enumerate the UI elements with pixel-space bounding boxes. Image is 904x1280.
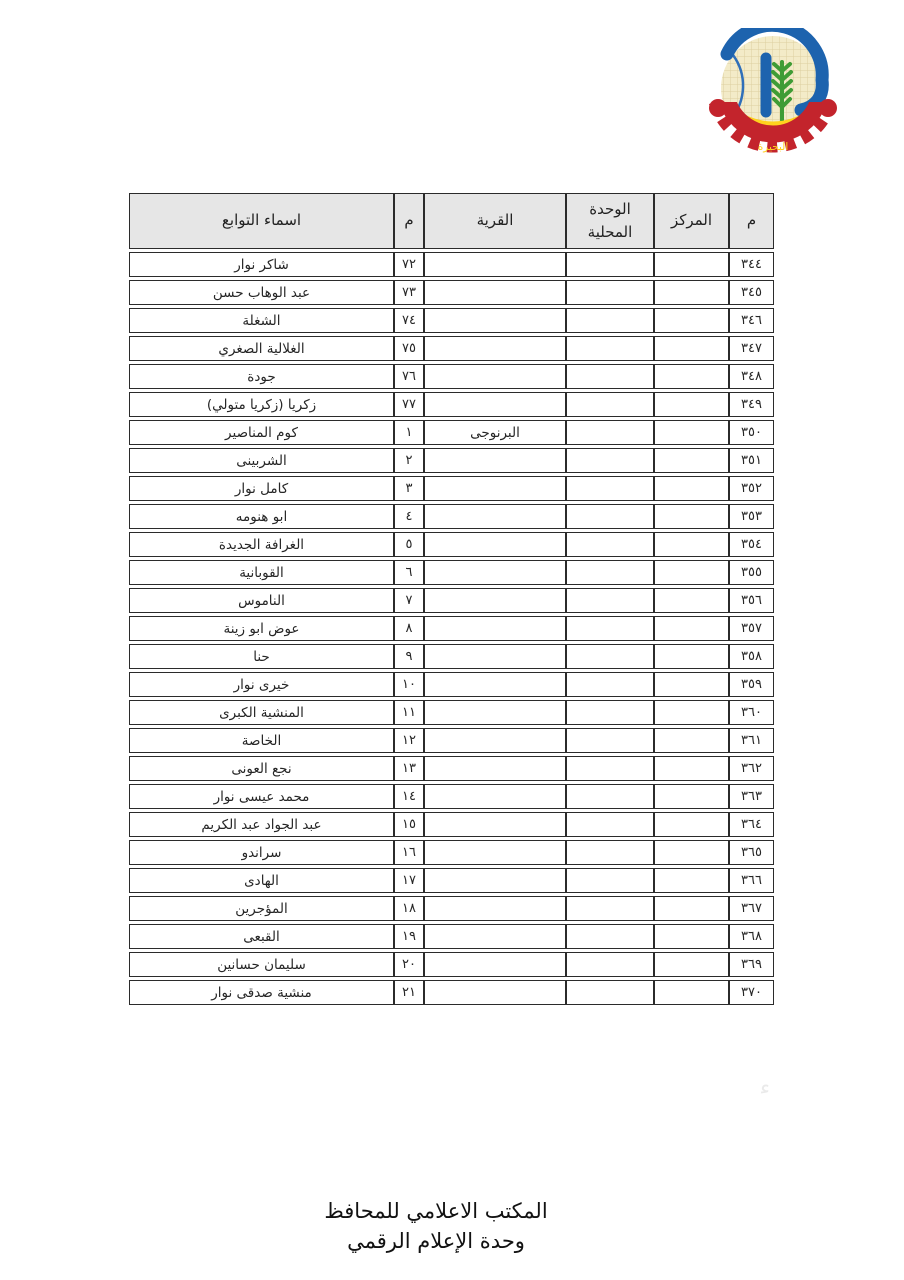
header-affiliate-names: اسماء التوابع bbox=[129, 193, 394, 249]
logo-graphic bbox=[688, 28, 858, 168]
cell-markaz bbox=[654, 644, 729, 669]
cell-markaz bbox=[654, 420, 729, 445]
cell-markaz bbox=[654, 532, 729, 557]
cell-village bbox=[424, 700, 566, 725]
cell-local-unit bbox=[566, 336, 654, 361]
cell-markaz bbox=[654, 588, 729, 613]
cell-markaz bbox=[654, 560, 729, 585]
header-sub-serial: م bbox=[394, 193, 424, 249]
table-row bbox=[129, 644, 774, 669]
cell-local-unit bbox=[566, 588, 654, 613]
cell-markaz bbox=[654, 840, 729, 865]
cell-serial: ٣٥٢ bbox=[729, 476, 774, 501]
cell-village bbox=[424, 896, 566, 921]
cell-village bbox=[424, 336, 566, 361]
cell-village bbox=[424, 728, 566, 753]
table-row bbox=[129, 280, 774, 305]
cell-sub-serial: ٩ bbox=[394, 644, 424, 669]
cell-village bbox=[424, 840, 566, 865]
cell-serial: ٣٦١ bbox=[729, 728, 774, 753]
cell-serial: ٣٦٠ bbox=[729, 700, 774, 725]
cell-village bbox=[424, 672, 566, 697]
cell-serial: ٣٦٦ bbox=[729, 868, 774, 893]
table-row bbox=[129, 392, 774, 417]
stray-mark: ء bbox=[757, 1075, 773, 1102]
cell-markaz bbox=[654, 476, 729, 501]
cell-local-unit bbox=[566, 980, 654, 1005]
cell-sub-serial: ٣ bbox=[394, 476, 424, 501]
cell-local-unit bbox=[566, 392, 654, 417]
cell-markaz bbox=[654, 336, 729, 361]
table-row bbox=[129, 980, 774, 1005]
cell-local-unit bbox=[566, 504, 654, 529]
cell-village bbox=[424, 392, 566, 417]
cell-markaz bbox=[654, 980, 729, 1005]
cell-sub-serial: ٢٠ bbox=[394, 952, 424, 977]
table-row bbox=[129, 868, 774, 893]
cell-serial: ٣٥١ bbox=[729, 448, 774, 473]
cell-sub-serial: ٧٧ bbox=[394, 392, 424, 417]
cell-sub-serial: ١٧ bbox=[394, 868, 424, 893]
beheira-governorate-logo bbox=[688, 28, 858, 168]
header-serial: م bbox=[729, 193, 774, 249]
cell-serial: ٣٥٠ bbox=[729, 420, 774, 445]
cell-village bbox=[424, 756, 566, 781]
cell-sub-serial: ٤ bbox=[394, 504, 424, 529]
table-row bbox=[129, 308, 774, 333]
cell-sub-serial: ١٢ bbox=[394, 728, 424, 753]
cell-serial: ٣٥٨ bbox=[729, 644, 774, 669]
cell-affiliate-name: القبعى bbox=[129, 924, 394, 949]
cell-affiliate-name: سليمان حسانين bbox=[129, 952, 394, 977]
cell-village bbox=[424, 924, 566, 949]
cell-sub-serial: ١٣ bbox=[394, 756, 424, 781]
cell-sub-serial: ٨ bbox=[394, 616, 424, 641]
cell-local-unit bbox=[566, 448, 654, 473]
table-row bbox=[129, 448, 774, 473]
cell-sub-serial: ٧٢ bbox=[394, 252, 424, 277]
cell-sub-serial: ٧٦ bbox=[394, 364, 424, 389]
table-row bbox=[129, 756, 774, 781]
cell-local-unit bbox=[566, 532, 654, 557]
cell-sub-serial: ١ bbox=[394, 420, 424, 445]
cell-local-unit bbox=[566, 616, 654, 641]
cell-sub-serial: ١٩ bbox=[394, 924, 424, 949]
cell-local-unit bbox=[566, 896, 654, 921]
cell-local-unit bbox=[566, 924, 654, 949]
cell-markaz bbox=[654, 280, 729, 305]
table-row bbox=[129, 784, 774, 809]
cell-sub-serial: ١٤ bbox=[394, 784, 424, 809]
cell-markaz bbox=[654, 308, 729, 333]
header-markaz: المركز bbox=[654, 193, 729, 249]
cell-affiliate-name: عبد الوهاب حسن bbox=[129, 280, 394, 305]
cell-affiliate-name: عبد الجواد عبد الكريم bbox=[129, 812, 394, 837]
cell-sub-serial: ١٦ bbox=[394, 840, 424, 865]
cell-affiliate-name: خيرى نوار bbox=[129, 672, 394, 697]
cell-affiliate-name: سراندو bbox=[129, 840, 394, 865]
cell-local-unit bbox=[566, 868, 654, 893]
table-body bbox=[129, 252, 774, 1005]
cell-markaz bbox=[654, 896, 729, 921]
cell-markaz bbox=[654, 672, 729, 697]
table-row bbox=[129, 560, 774, 585]
cell-sub-serial: ١١ bbox=[394, 700, 424, 725]
cell-markaz bbox=[654, 784, 729, 809]
cell-markaz bbox=[654, 252, 729, 277]
cell-village bbox=[424, 868, 566, 893]
table-row bbox=[129, 700, 774, 725]
cell-local-unit bbox=[566, 280, 654, 305]
cell-village bbox=[424, 952, 566, 977]
cell-affiliate-name: الشغلة bbox=[129, 308, 394, 333]
cell-serial: ٣٥٩ bbox=[729, 672, 774, 697]
cell-markaz bbox=[654, 504, 729, 529]
cell-serial: ٣٧٠ bbox=[729, 980, 774, 1005]
header-row bbox=[129, 193, 774, 249]
page-footer bbox=[0, 1196, 872, 1256]
cell-affiliate-name: محمد عيسى نوار bbox=[129, 784, 394, 809]
cell-affiliate-name: زكريا (زكريا متولي) bbox=[129, 392, 394, 417]
footer-line-1: المكتب الاعلامي للمحافظ bbox=[324, 1199, 548, 1223]
cell-affiliate-name: الناموس bbox=[129, 588, 394, 613]
cell-sub-serial: ١٥ bbox=[394, 812, 424, 837]
cell-village bbox=[424, 532, 566, 557]
cell-local-unit bbox=[566, 840, 654, 865]
logo-title-text: البحيرة bbox=[757, 141, 789, 153]
cell-local-unit bbox=[566, 644, 654, 669]
cell-village bbox=[424, 476, 566, 501]
cell-serial: ٣٦٢ bbox=[729, 756, 774, 781]
cell-affiliate-name: الشربينى bbox=[129, 448, 394, 473]
table-row bbox=[129, 504, 774, 529]
cell-markaz bbox=[654, 728, 729, 753]
cell-serial: ٣٥٦ bbox=[729, 588, 774, 613]
cell-serial: ٣٤٩ bbox=[729, 392, 774, 417]
cell-local-unit bbox=[566, 812, 654, 837]
table-row bbox=[129, 588, 774, 613]
cell-markaz bbox=[654, 392, 729, 417]
cell-affiliate-name: نجع العونى bbox=[129, 756, 394, 781]
cell-affiliate-name: كامل نوار bbox=[129, 476, 394, 501]
table-row bbox=[129, 952, 774, 977]
table-row bbox=[129, 616, 774, 641]
cell-sub-serial: ٧٣ bbox=[394, 280, 424, 305]
cell-serial: ٣٦٧ bbox=[729, 896, 774, 921]
cell-local-unit bbox=[566, 756, 654, 781]
cell-local-unit bbox=[566, 672, 654, 697]
cell-local-unit bbox=[566, 252, 654, 277]
cell-village bbox=[424, 588, 566, 613]
cell-local-unit bbox=[566, 784, 654, 809]
table-row bbox=[129, 672, 774, 697]
cell-local-unit bbox=[566, 364, 654, 389]
table-row bbox=[129, 532, 774, 557]
cell-affiliate-name: ابو هنومه bbox=[129, 504, 394, 529]
cell-village bbox=[424, 644, 566, 669]
cell-local-unit bbox=[566, 476, 654, 501]
footer-line-2: وحدة الإعلام الرقمي bbox=[347, 1229, 525, 1253]
cell-serial: ٣٤٦ bbox=[729, 308, 774, 333]
cell-village bbox=[424, 280, 566, 305]
cell-markaz bbox=[654, 448, 729, 473]
cell-serial: ٣٦٨ bbox=[729, 924, 774, 949]
cell-serial: ٣٦٤ bbox=[729, 812, 774, 837]
cell-serial: ٣٦٣ bbox=[729, 784, 774, 809]
cell-sub-serial: ١٨ bbox=[394, 896, 424, 921]
cell-sub-serial: ٥ bbox=[394, 532, 424, 557]
cell-serial: ٣٥٧ bbox=[729, 616, 774, 641]
cell-affiliate-name: الخاصة bbox=[129, 728, 394, 753]
cell-markaz bbox=[654, 812, 729, 837]
cell-village bbox=[424, 784, 566, 809]
cell-affiliate-name: عوض ابو زينة bbox=[129, 616, 394, 641]
cell-markaz bbox=[654, 868, 729, 893]
cell-affiliate-name: شاكر نوار bbox=[129, 252, 394, 277]
cell-sub-serial: ٢ bbox=[394, 448, 424, 473]
cell-affiliate-name: المؤجرين bbox=[129, 896, 394, 921]
cell-serial: ٣٤٨ bbox=[729, 364, 774, 389]
table-row bbox=[129, 252, 774, 277]
cell-affiliate-name: القوبانية bbox=[129, 560, 394, 585]
cell-affiliate-name: كوم المناصير bbox=[129, 420, 394, 445]
table-row bbox=[129, 336, 774, 361]
cell-affiliate-name: المنشية الكبرى bbox=[129, 700, 394, 725]
table-row bbox=[129, 924, 774, 949]
cell-markaz bbox=[654, 364, 729, 389]
cell-affiliate-name: الغرافة الجديدة bbox=[129, 532, 394, 557]
cell-markaz bbox=[654, 616, 729, 641]
cell-local-unit bbox=[566, 700, 654, 725]
cell-serial: ٣٥٤ bbox=[729, 532, 774, 557]
table-row bbox=[129, 364, 774, 389]
cell-sub-serial: ٧ bbox=[394, 588, 424, 613]
cell-village bbox=[424, 308, 566, 333]
cell-sub-serial: ٦ bbox=[394, 560, 424, 585]
cell-sub-serial: ٧٥ bbox=[394, 336, 424, 361]
cell-serial: ٣٤٥ bbox=[729, 280, 774, 305]
table-row bbox=[129, 812, 774, 837]
cell-serial: ٣٤٤ bbox=[729, 252, 774, 277]
table-row bbox=[129, 840, 774, 865]
cell-markaz bbox=[654, 924, 729, 949]
cell-markaz bbox=[654, 952, 729, 977]
table-row bbox=[129, 420, 774, 445]
cell-serial: ٣٤٧ bbox=[729, 336, 774, 361]
cell-serial: ٣٦٥ bbox=[729, 840, 774, 865]
cell-local-unit bbox=[566, 308, 654, 333]
cell-markaz bbox=[654, 756, 729, 781]
header-local-unit: الوحدة المحلية bbox=[566, 193, 654, 249]
cell-village bbox=[424, 252, 566, 277]
table-row bbox=[129, 896, 774, 921]
cell-markaz bbox=[654, 700, 729, 725]
cell-village: البرنوجى bbox=[424, 420, 566, 445]
cell-village bbox=[424, 364, 566, 389]
cell-affiliate-name: منشية صدقى نوار bbox=[129, 980, 394, 1005]
cell-village bbox=[424, 812, 566, 837]
cell-village bbox=[424, 560, 566, 585]
cell-local-unit bbox=[566, 560, 654, 585]
cell-serial: ٣٥٥ bbox=[729, 560, 774, 585]
header-village: القرية bbox=[424, 193, 566, 249]
cell-affiliate-name: جودة bbox=[129, 364, 394, 389]
cell-serial: ٣٦٩ bbox=[729, 952, 774, 977]
cell-village bbox=[424, 616, 566, 641]
cell-village bbox=[424, 504, 566, 529]
cell-village bbox=[424, 980, 566, 1005]
cell-sub-serial: ١٠ bbox=[394, 672, 424, 697]
cell-local-unit bbox=[566, 952, 654, 977]
cell-local-unit bbox=[566, 420, 654, 445]
cell-affiliate-name: حنا bbox=[129, 644, 394, 669]
table-row bbox=[129, 728, 774, 753]
cell-affiliate-name: الهادى bbox=[129, 868, 394, 893]
affiliates-table bbox=[129, 190, 774, 1008]
table-row bbox=[129, 476, 774, 501]
cell-local-unit bbox=[566, 728, 654, 753]
cell-sub-serial: ٧٤ bbox=[394, 308, 424, 333]
cell-affiliate-name: الغلالية الصغري bbox=[129, 336, 394, 361]
cell-village bbox=[424, 448, 566, 473]
cell-sub-serial: ٢١ bbox=[394, 980, 424, 1005]
cell-serial: ٣٥٣ bbox=[729, 504, 774, 529]
